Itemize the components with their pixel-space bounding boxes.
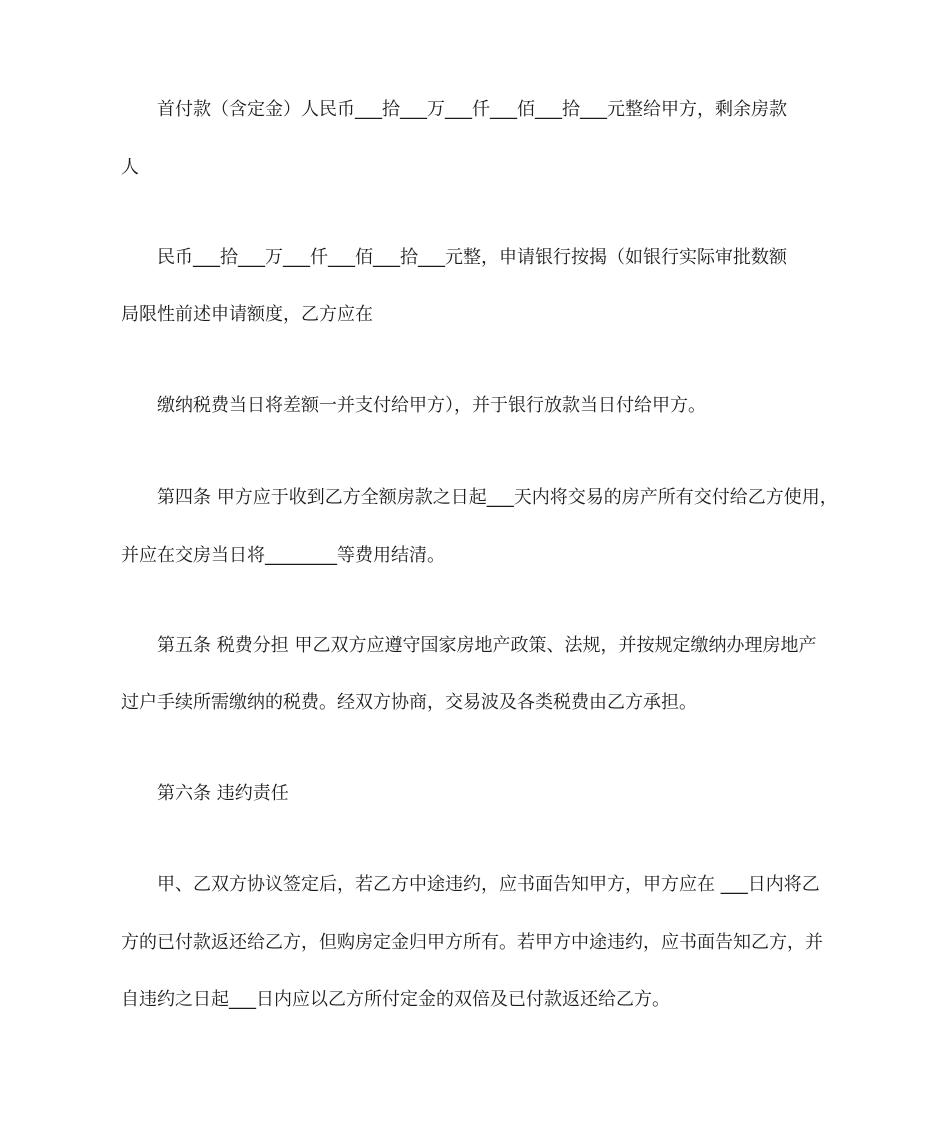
text-line-1: 首付款（含定金）人民币___拾___万___仟___佰___拾___元整给甲方，剩余房款 xyxy=(157,99,787,120)
clause-6-heading: 第六条 违约责任 xyxy=(157,783,289,804)
clause-6-line-2: 方的已付款返还给乙方，但购房定金归甲方所有。若甲方中途违约，应书面告知乙方，并 xyxy=(121,932,823,953)
text-line-2: 人 xyxy=(121,157,139,178)
text-line-5: 缴纳税费当日将差额一并支付给甲方），并于银行放款当日付给甲方。 xyxy=(157,395,706,416)
clause-6-line-3: 自违约之日起___日内应以乙方所付定金的双倍及已付款返还给乙方。 xyxy=(121,989,670,1010)
clause-5-line-1: 第五条 税费分担 甲乙双方应遵守国家房地产政策、法规，并按规定缴纳办理房地产 xyxy=(157,635,817,656)
clause-4-line-2: 并应在交房当日将________等费用结清。 xyxy=(121,545,445,566)
clause-5-line-2: 过户手续所需缴纳的税费。经双方协商，交易波及各类税费由乙方承担。 xyxy=(121,692,697,713)
text-line-4: 局限性前述申请额度，乙方应在 xyxy=(121,304,373,325)
clause-6-line-1: 甲、乙双方协议签定后，若乙方中途违约，应书面告知甲方，甲方应在 ___日内将乙 xyxy=(157,874,820,895)
text-line-3: 民币___拾___万___仟___佰___拾___元整，申请银行按揭（如银行实际审批数额 xyxy=(157,247,787,268)
clause-4-line-1: 第四条 甲方应于收到乙方全额房款之日起___天内将交易的房产所有交付给乙方使用， xyxy=(157,487,838,508)
